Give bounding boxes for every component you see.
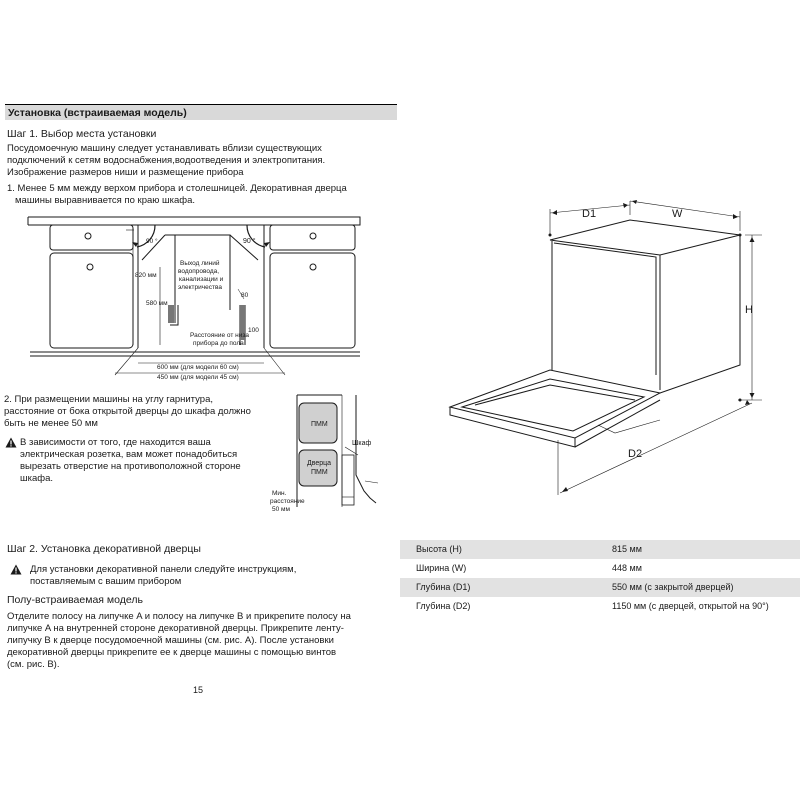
step1-item1: [7, 183, 347, 207]
spec-label: Высота (H): [416, 544, 462, 554]
step1-intro: [7, 143, 325, 179]
floor-label-line: прибора до пола: [193, 340, 244, 347]
item2-line: 2. При размещении машины на углу гарнитура,: [4, 394, 213, 405]
spec-label: Глубина (D2): [416, 601, 471, 611]
min-distance-line: 50 мм: [272, 506, 290, 513]
item2-line: расстояние от бока открытой дверцы до шкафа должно: [4, 406, 251, 417]
step2-title: Шаг 2. Установка декоративной дверцы: [7, 543, 201, 555]
step2-body-line: декоративной дверцы прикрепите ее к дверце машины с помощью винтов: [7, 647, 337, 658]
width-600-label: 600 мм (для модели 60 см): [157, 364, 239, 371]
niche-diagram: [0, 205, 400, 385]
door-pmm-label-line: Дверца: [307, 460, 332, 467]
step2-warning-line: поставляемым с вашим прибором: [30, 576, 182, 587]
dim-w-label: W: [672, 208, 683, 220]
warning-line: шкафа.: [20, 473, 54, 484]
spec-row-width: [400, 559, 800, 578]
spec-value: 815 мм: [612, 544, 642, 554]
height-820-label: 820 мм: [135, 272, 157, 279]
dim-h-label: H: [745, 304, 753, 316]
min-distance-line: Мин.: [272, 490, 287, 497]
dim-80-label: 80: [241, 292, 249, 299]
spec-value: 1150 мм (с дверцей, открытой на 90°): [612, 601, 769, 611]
step1-item2: [4, 394, 251, 430]
outlet-label-line: канализации и: [179, 276, 224, 283]
item2-line: быть не менее 50 мм: [4, 418, 98, 429]
step2-body-line: (см. рис. B).: [7, 659, 60, 670]
warning-icon: [5, 437, 17, 448]
spec-row-depth-d2: [400, 597, 800, 616]
width-450-label: 450 мм (для модели 45 см): [157, 374, 239, 381]
warning-line: вырезать отверстие на противоположной стороне: [20, 461, 241, 472]
intro-line: подключений к сетям водоснабжения,водоотведения и электропитания.: [7, 155, 326, 166]
outlet-label-line: Выход линий: [180, 260, 220, 267]
corner-diagram: [270, 395, 400, 520]
item1-line: машины выравнивается по краю шкафа.: [15, 195, 196, 206]
step2-body: [7, 611, 351, 671]
cabinet-label: Шкаф: [352, 440, 372, 447]
spec-label: Ширина (W): [416, 563, 467, 573]
warning-line: В зависимости от того, где находится ваша: [20, 437, 211, 448]
height-580-label: 580 мм: [146, 300, 168, 307]
outlet-label-line: электричества: [178, 284, 222, 291]
door-pmm-box: [299, 450, 337, 486]
step2-body-line: липучке A на внутренней стороне декоративной дверцы. Прикрепите ленту-: [7, 623, 344, 634]
section-header: Установка (встраиваемая модель): [5, 104, 397, 120]
step2-body-line: Отделите полосу на липучке A и полосу на липучке B и прикрепите полосу на: [7, 611, 351, 622]
spec-row-depth-d1: [400, 578, 800, 597]
step1-warning: [20, 437, 241, 485]
intro-line: Изображение размеров ниши и размещение прибора: [7, 167, 244, 178]
spec-table: [400, 540, 800, 616]
step2-warning-line: Для установки декоративной панели следуйте инструкциям,: [30, 564, 297, 575]
spec-value: 448 мм: [612, 563, 642, 573]
step2-body-line: липучку B к дверце посудомоечной машины (см. рис. A). После установки: [7, 635, 334, 646]
item1-line: 1. Менее 5 мм между верхом прибора и столешницей. Декоративная дверца: [7, 183, 347, 194]
step2-subtitle: Полу-встраиваемая модель: [7, 594, 143, 606]
page-number: 15: [193, 685, 204, 695]
step1-title: Шаг 1. Выбор места установки: [7, 128, 157, 140]
dim-d2-label: D2: [628, 448, 643, 460]
min-distance-line: расстояние: [270, 498, 305, 505]
spec-row-height: [400, 540, 800, 559]
step2-warning: [30, 564, 296, 588]
pmm-label: ПММ: [311, 421, 328, 428]
intro-line: Посудомоечную машину следует устанавливать вблизи существующих: [7, 143, 322, 154]
warning-icon: [10, 564, 22, 575]
spec-value: 550 мм (с закрытой дверцей): [612, 582, 734, 592]
dishwasher-diagram: [440, 195, 780, 500]
floor-label-line: Расстояние от низа: [190, 332, 249, 339]
angle-right-label: 90 °: [243, 238, 256, 245]
angle-left-label: 90 °: [146, 238, 158, 245]
dim-100-label: 100: [248, 327, 259, 334]
dim-d1-label: D1: [582, 208, 597, 220]
outlet-label-line: водопровода,: [178, 268, 220, 275]
warning-line: электрическая розетка, вам может понадобиться: [20, 449, 238, 460]
spec-label: Глубина (D1): [416, 582, 471, 592]
door-pmm-label-line: ПММ: [311, 469, 328, 476]
